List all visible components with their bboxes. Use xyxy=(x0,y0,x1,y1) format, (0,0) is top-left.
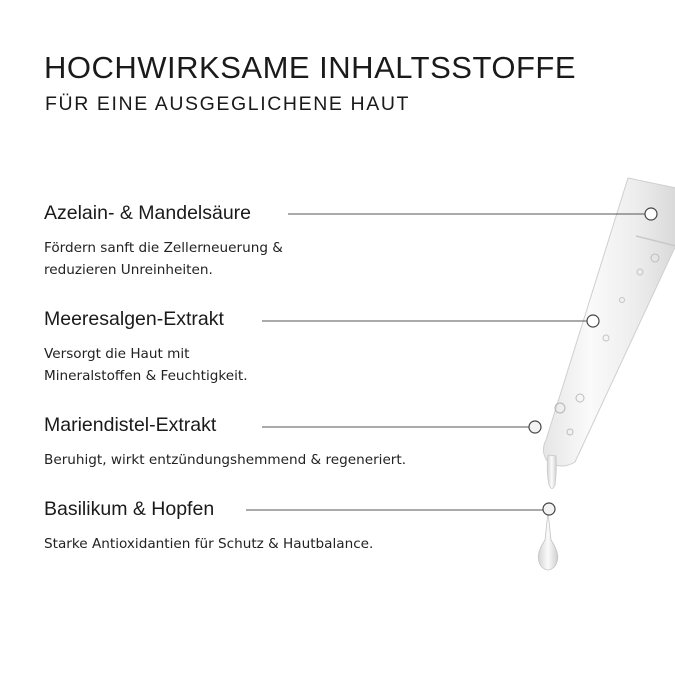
falling-drop xyxy=(538,512,557,570)
ingredient-name: Mariendistel-Extrakt xyxy=(44,414,217,436)
page-subtitle: FÜR EINE AUSGEGLICHENE HAUT xyxy=(45,93,411,115)
ingredient-description xyxy=(44,533,373,555)
ingredient-description xyxy=(44,343,248,387)
page-title: HOCHWIRKSAME INHALTSSTOFFE xyxy=(44,50,577,85)
description-line: Fördern sanft die Zellerneuerung & xyxy=(44,240,283,256)
ingredient-azelain-mandelsaeure xyxy=(44,202,283,281)
description-line: Beruhigt, wirkt entzündungshemmend & regeneriert. xyxy=(44,452,407,468)
pipette xyxy=(543,178,675,489)
description-line: reduzieren Unreinheiten. xyxy=(44,262,213,278)
ingredient-description xyxy=(44,237,283,281)
ingredient-meeresalgen-extrakt xyxy=(44,308,248,387)
ingredient-mariendistel-extrakt xyxy=(44,414,406,471)
ingredient-name: Meeresalgen-Extrakt xyxy=(44,308,224,330)
ingredient-description xyxy=(44,449,406,471)
ingredient-basilikum-hopfen xyxy=(44,498,373,555)
leader-line-1 xyxy=(288,208,657,220)
ingredient-name: Azelain- & Mandelsäure xyxy=(44,202,252,224)
description-line: Mineralstoffen & Feuchtigkeit. xyxy=(44,368,248,384)
ingredient-name: Basilikum & Hopfen xyxy=(44,498,215,520)
description-line: Versorgt die Haut mit xyxy=(44,346,190,362)
leader-line-2 xyxy=(262,315,599,327)
description-line: Starke Antioxidantien für Schutz & Hautbalance. xyxy=(44,536,374,552)
